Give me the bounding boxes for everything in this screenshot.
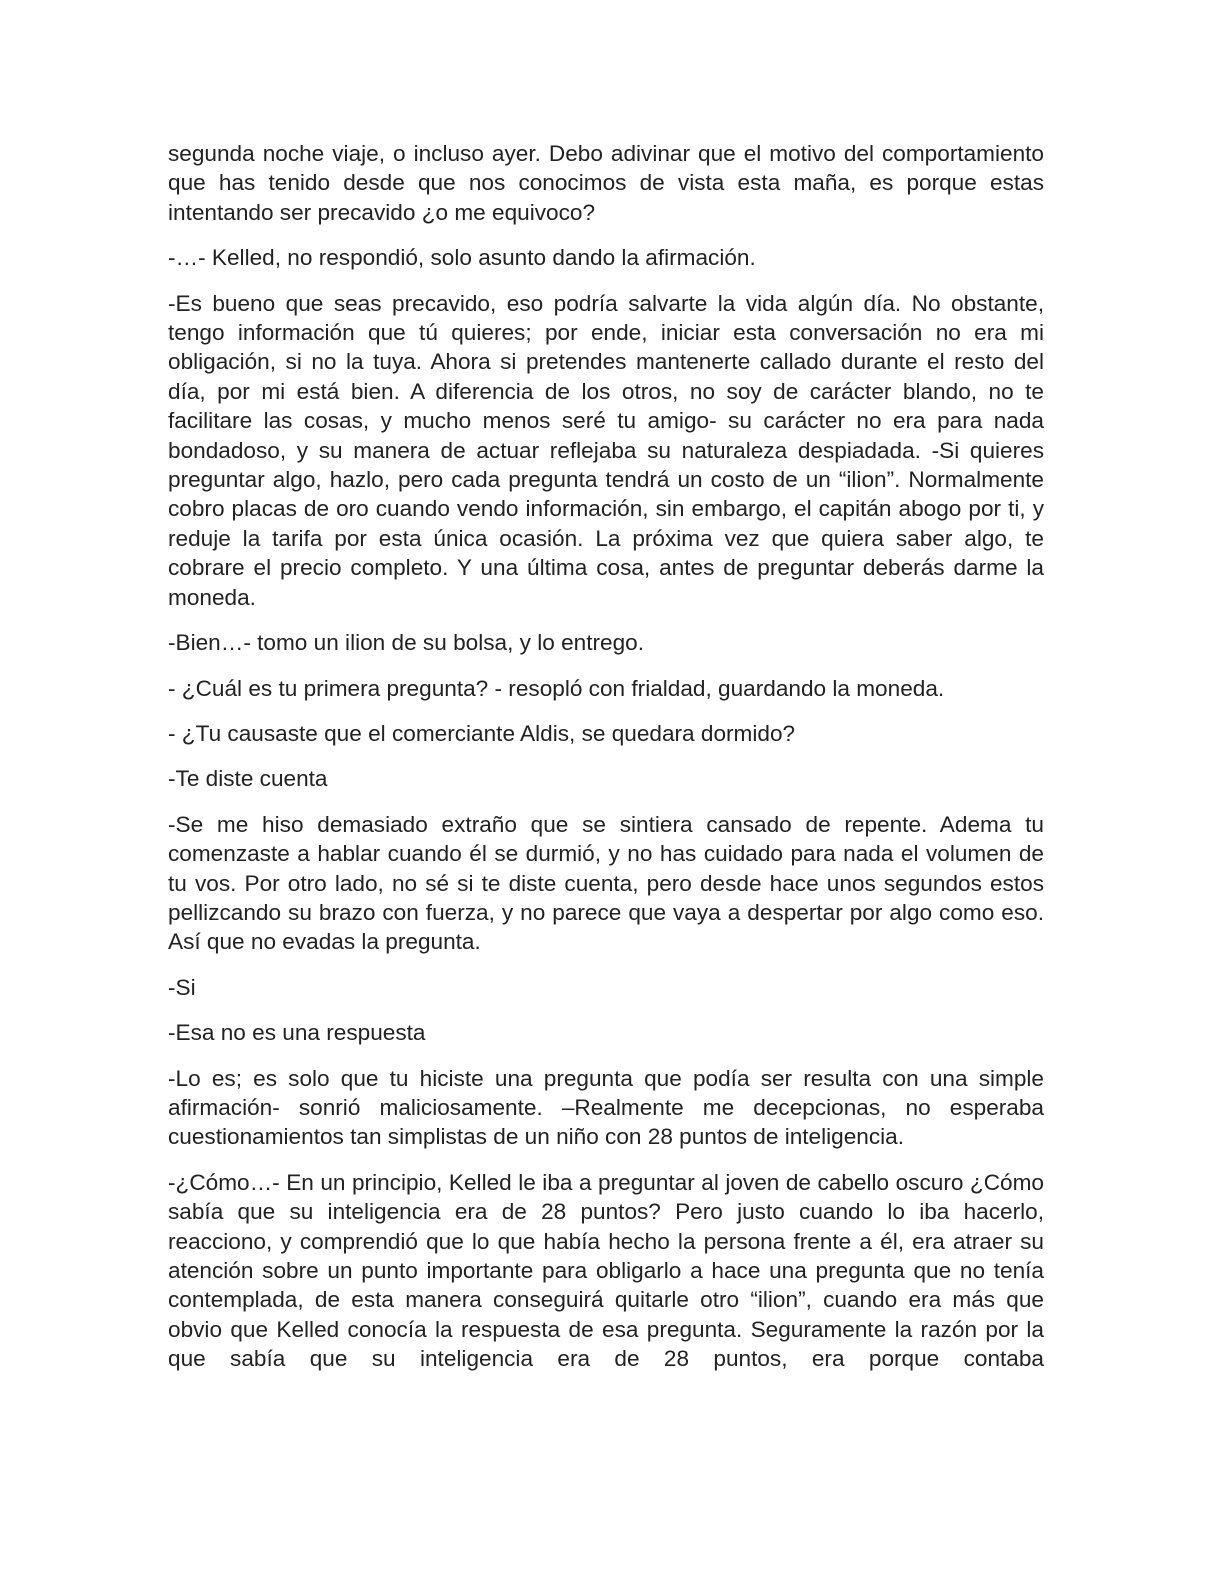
paragraph-12: -¿Cómo…- En un principio, Kelled le iba a preguntar al joven de cabello oscuro ¿Cómo sabía que su inteligencia era de 28 puntos? Pero justo cuando lo iba hacerlo, reacciono, y comprendió que lo que había hecho la persona frente a él, era atraer su atención sobre un punto importante para obligarlo a hace una pregunta que no tenía contemplada, de esta manera conseguirá quitarle otro “ilion”, cuando era más que obvio que Kelled conocía la respuesta de esa pregunta. Seguramente la razón por la que sabía que su inteligencia era de 28 puntos, era porque contaba [168,1169,1044,1372]
paragraph-3: -Es bueno que seas precavido, eso podría salvarte la vida algún día. No obstante, tengo información que tú quieres; por ende, iniciar esta conversación no era mi obligación, si no la tuya. Ahora si pretendes mantenerte callado durante el resto del día, por mi está bien. A diferencia de los otros, no soy de carácter blando, no te facilitare las cosas, y mucho menos seré tu amigo- su carácter no era para nada bondadoso, y su manera de actuar reflejaba su naturaleza despiadada. -Si quieres preguntar algo, hazlo, pero cada pregunta tendrá un costo de un “ilion”. Normalmente cobro placas de oro cuando vendo información, sin embargo, el capitán abogo por ti, y reduje la tarifa por esta única ocasión. La próxima vez que quiera saber algo, te cobrare el precio completo. Y una última cosa, antes de preguntar deberás darme la moneda. [168,290,1044,610]
paragraph-2: -…- Kelled, no respondió, solo asunto dando la afirmación. [168,245,756,271]
paragraph-9: -Si [168,974,196,1000]
paragraph-8: -Se me hiso demasiado extraño que se sintiera cansado de repente. Adema tu comenzaste a hablar cuando él se durmió, y no has cuidado para nada el volumen de tu vos. Por otro lado, no sé si te diste cuenta, pero desde hace unos segundos estos pellizcando su brazo con fuerza, y no parece que vaya a despertar por algo como eso. Así que no evadas la pregunta. [168,811,1044,955]
paragraph-4: -Bien…- tomo un ilion de su bolsa, y lo entrego. [168,630,644,656]
document-body [168,139,1044,1374]
paragraph-11: -Lo es; es solo que tu hiciste una pregunta que podía ser resulta con una simple afirmación- sonrió maliciosamente. –Realmente me decepcionas, no esperaba cuestionamientos tan simplistas de un niño con 28 puntos de inteligencia. [168,1065,1044,1150]
paragraph-6: - ¿Tu causaste que el comerciante Aldis, se quedara dormido? [168,720,796,746]
paragraph-7: -Te diste cuenta [168,766,328,792]
paragraph-5: - ¿Cuál es tu primera pregunta? - resopló con frialdad, guardando la moneda. [168,675,945,701]
paragraph-10: -Esa no es una respuesta [168,1020,426,1046]
paragraph-1: segunda noche viaje, o incluso ayer. Debo adivinar que el motivo del comportamiento que has tenido desde que nos conocimos de vista esta maña, es porque estas intentando ser precavido ¿o me equivoco? [168,141,1044,225]
